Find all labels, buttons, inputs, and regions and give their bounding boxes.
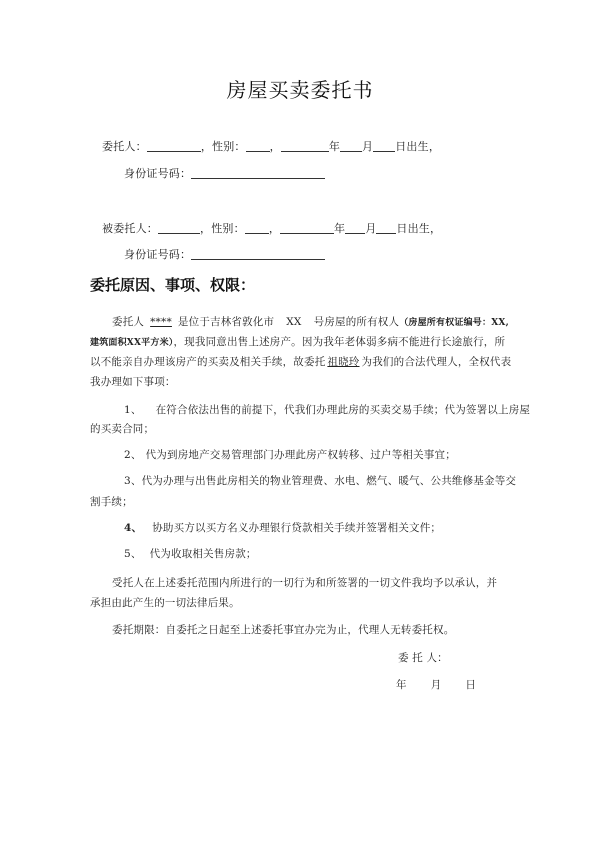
agent-year-blank[interactable]	[280, 221, 334, 234]
item-1-text: 在符合依法出售的前提下，代我们办理此房的买卖交易手续；代为签署以上房屋	[155, 404, 531, 416]
owner-name: ****	[150, 316, 172, 328]
agent-line	[102, 220, 441, 236]
item-3-text: 代为办理与出售此房相关的物业管理费、水电、燃气、暖气、公共维修基金等交	[141, 475, 517, 487]
principal-gender-blank[interactable]	[246, 139, 270, 152]
principal-birth-label: 日出生，	[395, 140, 441, 153]
item-4-text: 协助买方以买方名义办理银行贷款相关手续并签署相关文件；	[152, 522, 442, 534]
principal-id-label: 身份证号码：	[124, 167, 192, 180]
principal-id-blank[interactable]	[191, 166, 325, 179]
para1-line3	[90, 354, 511, 369]
principal-year-label: 年	[328, 140, 341, 153]
document-title: 房屋买卖委托书	[226, 78, 374, 102]
agent-id-label: 身份证号码：	[124, 248, 192, 261]
principal-month-label: 月	[362, 140, 374, 153]
item-2-num: 2、	[124, 449, 142, 461]
para1-line3-pre: 以不能亲自办理该房产的买卖及相关手续，故委托	[90, 356, 326, 368]
agent-month-label: 月	[365, 222, 377, 235]
acknowledge-line1: 受托人在上述委托范围内所进行的一切行为和所签署的一切文件我均予以承认，并	[112, 577, 498, 589]
acknowledge-line2: 承担由此产生的一切法律后果。	[90, 597, 240, 609]
agent-name-blank[interactable]	[158, 221, 200, 234]
agent-name: 祖晓玲	[327, 356, 360, 368]
section-heading: 委托原因、事项、权限：	[90, 276, 256, 294]
signature-day: 日	[465, 679, 477, 691]
principal-day-blank[interactable]	[373, 139, 395, 152]
item-5	[124, 546, 257, 561]
item-4-num: 4、	[124, 522, 143, 534]
agent-sep: ，	[268, 222, 281, 235]
agent-gender-label: ，性别：	[200, 222, 245, 235]
para1-xx: XX	[286, 316, 302, 328]
para1-line4: 我办理如下事项：	[90, 376, 176, 388]
para1-line1	[112, 314, 509, 329]
para1-note1: （房屋所有权证编号：XX,	[399, 318, 509, 328]
principal-gender-label: ，性别：	[200, 140, 246, 153]
agent-id-blank[interactable]	[191, 247, 325, 260]
principal-year-blank[interactable]	[281, 139, 329, 152]
item-1-line1	[124, 402, 530, 417]
item-1-num: 1、	[124, 404, 142, 416]
item-2-text: 代为到房地产交易管理部门办理此房产权转移、过户等相关事宜；	[145, 449, 456, 461]
agent-month-blank[interactable]	[345, 221, 365, 234]
signature-label: 委 托 人：	[398, 652, 448, 664]
agent-birth-label: 日出生，	[396, 222, 442, 235]
para1-line2	[90, 334, 505, 349]
term-clause: 委托期限：自委托之日起至上述委托事宜办完为止，代理人无转委托权。	[112, 624, 455, 636]
item-5-text: 代为收取相关售房款；	[149, 548, 257, 560]
agent-gender-blank[interactable]	[245, 221, 269, 234]
item-2	[124, 447, 456, 462]
principal-line	[102, 138, 440, 154]
para1-line2-rest: ，现我同意出售上述房产。因为我年老体弱多病不能进行长途旅行，所	[173, 336, 506, 348]
signature-date	[396, 677, 476, 692]
principal-month-blank[interactable]	[340, 139, 362, 152]
para1-mid2: 号房屋的所有权人	[313, 316, 400, 328]
item-3-line2: 割手续；	[90, 496, 133, 508]
item-3-num: 3、	[124, 475, 142, 487]
principal-name-label: 委托人：	[102, 140, 147, 153]
signature-month: 月	[430, 679, 442, 691]
item-4	[124, 520, 441, 535]
para1-mid1: 是位于吉林省敦化市	[177, 316, 275, 328]
principal-id-line	[124, 165, 325, 181]
item-1-line2: 的买卖合同；	[90, 423, 155, 435]
agent-year-label: 年	[334, 222, 346, 235]
para1-line3-post: 为我们的合法代理人，全权代表	[361, 356, 512, 368]
item-5-num: 5、	[124, 548, 142, 560]
para1-note2: 建筑面积XX平方米）	[90, 338, 174, 348]
signature-year: 年	[396, 679, 407, 691]
item-3-line1	[124, 473, 516, 488]
agent-day-blank[interactable]	[376, 221, 396, 234]
agent-id-line	[124, 246, 325, 262]
principal-sep: ，	[269, 140, 281, 153]
para1-lead: 委托人	[112, 316, 145, 328]
principal-name-blank[interactable]	[147, 139, 201, 152]
agent-name-label: 被委托人：	[102, 222, 158, 235]
